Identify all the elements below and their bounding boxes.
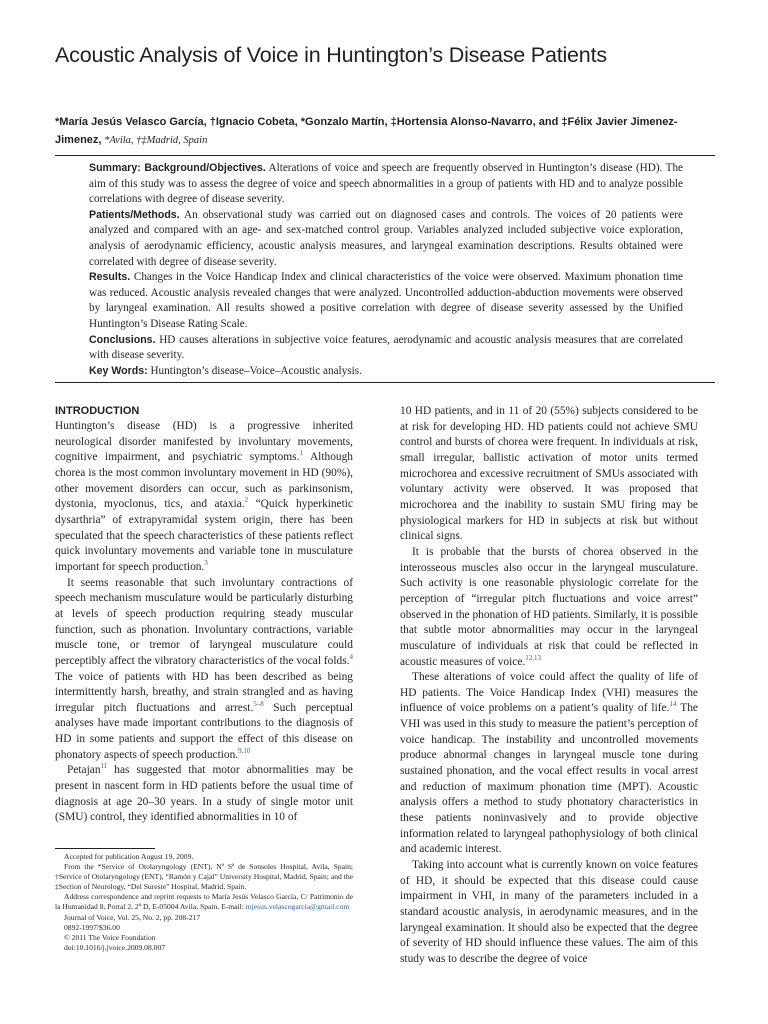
email-link[interactable]: mjesus.velascogarcia@gmail.com (245, 902, 350, 912)
footnote-issn: 0892-1997/$36.00 (64, 922, 120, 932)
footnote-accepted: Accepted for publication August 19, 2009. (64, 852, 194, 861)
paragraph-6-text-a: These alterations of voice could affect the quality of life of HD patients. The Voice Handicap Index (VHI) measures the influence of voice problems on a patient’s quality of life. (400, 671, 698, 715)
abstract-methods (89, 208, 683, 270)
abstract-summary-label: Summary: Background/Objectives. (89, 162, 266, 174)
section-heading-introduction: INTRODUCTION (55, 405, 140, 417)
footnote-copyright: © 2011 The Voice Foundation (64, 932, 156, 942)
paragraph-6-text-b: The VHI was used in this study to measure the patient’s perception of voice handicap. The instability and uncontrolled movements produce abnormal changes in laryngeal muscle tone during sustained phonation, and the vocal effect results in vocal arrest and reduction of maximum phonation time (MPT). Acoustic analysis offers a method to study phonatory characteristics in these patients noninvasively and to provide objective information related to laryngeal pathophysiology of both clinical and academic interest. (400, 702, 698, 856)
abstract-keywords (89, 364, 683, 380)
abstract-methods-text: An observational study was carried out on diagnosed cases and controls. The voices of 20 patients were analyzed and compared with an age- and sex-matched control group. Variables analyzed included subjective voice exploration, analysis of aerodynamic efficiency, acoustic analysis measures, and laryngeal examination descriptions. Results obtained were correlated with degree of disease severity. (89, 208, 683, 268)
paragraph-6 (400, 670, 698, 858)
paragraph-3 (55, 763, 353, 826)
paragraph-3-text-a: Petajan (67, 764, 101, 777)
abstract-conclusions (89, 333, 683, 364)
abstract-top-rule (55, 155, 715, 156)
citation-ref[interactable]: 14 (669, 700, 677, 709)
paragraph-3-text-b: has suggested that motor abnormalities may be present in nascent form in HD patients before the usual time of diagnosis at age 20–30 years. In a study of single motor unit (SMU) control, they identified abnormalities in 10 of (55, 764, 353, 824)
footnote-journal: Journal of Voice, Vol. 25, No. 2, pp. 208-217 (64, 912, 201, 922)
citation-ref[interactable]: 11 (100, 762, 108, 771)
abstract-conclusions-text: HD causes alterations in subjective voice features, aerodynamic and acoustic analysis measures that are correlated with disease severity. (89, 333, 683, 362)
abstract-results (89, 270, 683, 332)
citation-ref[interactable]: 12,13 (525, 653, 541, 662)
abstract-summary (89, 161, 683, 208)
abstract-methods-label: Patients/Methods. (89, 208, 180, 221)
abstract-results-label: Results. (89, 271, 131, 284)
abstract-keywords-label: Key Words: (89, 364, 148, 377)
paragraph-2-text-b: The voice of patients with HD has been described as being intermittently harsh, breathy, and strain strangled and as having irregular pitch fluctuations and arrest. (55, 670, 353, 714)
paragraph-1 (55, 419, 353, 576)
paragraph-4: 10 HD patients, and in 11 of 20 (55%) subjects considered to be at risk for developing HD. HD patients could not achieve SMU control and bursts of chorea were frequent. In individuals at risk, small irregular, ballistic activation of motor units termed microchorea and excessive recruitment of SMUs associated with voluntary activity were observed. It was proposed that microchorea and the inability to sustain SMU firing may be physiological markers for HD in subjects at risk but without clinical signs. (400, 405, 698, 543)
footnote-affiliations: From the *Service of Otolaryngology (ENT), Nª Sª de Sonsoles Hospital, Avila, Spain; †Service of Otolaryngology (ENT), “Ramón y Cajal” University Hospital, Madrid, Spain; and the ‡Section of Neurology, “Del Sureste” Hospital, Madrid, Spain. (55, 862, 353, 892)
paragraph-7: Taking into account what is currently known on voice features of HD, it should be expected that this disease could cause impairment in VHI, in many of the parameters included in a standard acoustic analysis, in aerodynamic measures, and in the laryngeal examination. It should also be expected that the degree of severity of HD should influence these values. The aim of this study was to describe the degree of voice (400, 859, 698, 965)
footnote-rule (55, 848, 155, 849)
abstract (89, 161, 683, 379)
citation-ref[interactable]: 2 (244, 496, 249, 505)
paragraph-1-text-c: “Quick hyperkinetic dysarthria” of extrapyramidal system origin, there has been speculated that the speech characteristics of these patients reflect quick involuntary movements and variable tone in musculature important for speech production. (55, 498, 353, 573)
paragraph-1-text-b: Although chorea is the most common involuntary movement in HD (90%), other movement disorders can occur, such as parkinsonism, dystonia, myoclonus, tics, and ataxia. (55, 451, 353, 511)
citation-ref[interactable]: 1 (299, 449, 303, 458)
footnote-correspondence (55, 892, 353, 912)
body-column-left (55, 404, 353, 826)
paragraph-2-text-c: Such perceptual analyses have made important contributions to the diagnosis of HD in some patients and support the effect of this disease on phonatory aspects of speech production. (55, 701, 353, 761)
abstract-results-text: Changes in the Voice Handicap Index and clinical characteristics of the voice were observed. Maximum phonation time was reduced. Acoustic analysis revealed changes that were analyzed. Uncontrolled adduction-abduction movements were observed by laryngeal examination. All results showed a positive correlation with degree of disease severity assessed by the Unified Huntington’s Disease Rating Scale. (89, 271, 683, 330)
abstract-conclusions-label: Conclusions. (89, 333, 156, 346)
footnote-address: Address correspondence and reprint requests to María Jesús Velasco García, C/ Patrimonio de la Humanidad 8, Portal 2, 2º D, E-05004 Avila, Spain. E-mail: (55, 892, 353, 912)
body-column-right (400, 404, 698, 968)
citation-ref[interactable]: 9,10 (238, 746, 251, 755)
author-names: *María Jesús Velasco García, †Ignacio Cobeta, *Gonzalo Martín, ‡Hortensia Alonso-Navarro, and ‡Félix Javier Jimenez-Jimenez, (55, 116, 678, 146)
citation-ref[interactable]: 3 (204, 559, 208, 568)
paragraph-5 (400, 545, 698, 670)
paragraph-2 (55, 576, 353, 764)
footnote-doi[interactable]: doi:10.1016/j.jvoice.2009.08.007 (64, 942, 166, 952)
author-list (55, 113, 715, 150)
abstract-bottom-rule (55, 382, 715, 383)
citation-ref[interactable]: 4 (349, 653, 353, 662)
abstract-keywords-text: Huntington’s disease–Voice–Acoustic analysis. (147, 364, 362, 377)
author-affiliation-locations: *Avila, †‡Madrid, Spain (101, 135, 208, 146)
article-title: Acoustic Analysis of Voice in Huntington’s Disease Patients (55, 43, 607, 67)
footnote (55, 852, 353, 953)
abstract-summary-text: Alterations of voice and speech are frequently observed in Huntington’s disease (HD). The aim of this study was to assess the degree of voice and speech abnormalities in a group of patients with HD and to analyze possible correlations with degree of disease severity. (89, 162, 684, 206)
citation-ref[interactable]: 5–8 (253, 700, 264, 709)
paragraph-5-text: It is probable that the bursts of chorea observed in the interosseous muscles also occur in the laryngeal musculature. Such activity is one reasonable physiologic correlate for the perception of “irregular pitch fluctuations and voice arrest” observed in the phonation of HD patients. Similarly, it is possible that subtle motor abnormalities may occur in the laryngeal musculature of individuals at risk that could be reflected in acoustic measures of voice. (400, 545, 698, 668)
paragraph-2-text-a: It seems reasonable that such involuntary contractions of speech mechanism musculature would be particularly disturbing at levels of speech production requiring steady muscular function, such as phonation. Involuntary contractions, variable muscle tone, or tremor of laryngeal musculature could perceptibly affect the vibratory characteristics of the vocal folds. (55, 576, 353, 667)
paragraph-1-text-a: Huntington’s disease (HD) is a progressive inherited neurological disorder manifested by involuntary movements, cognitive impairment, and psychiatric symptoms. (55, 420, 353, 464)
